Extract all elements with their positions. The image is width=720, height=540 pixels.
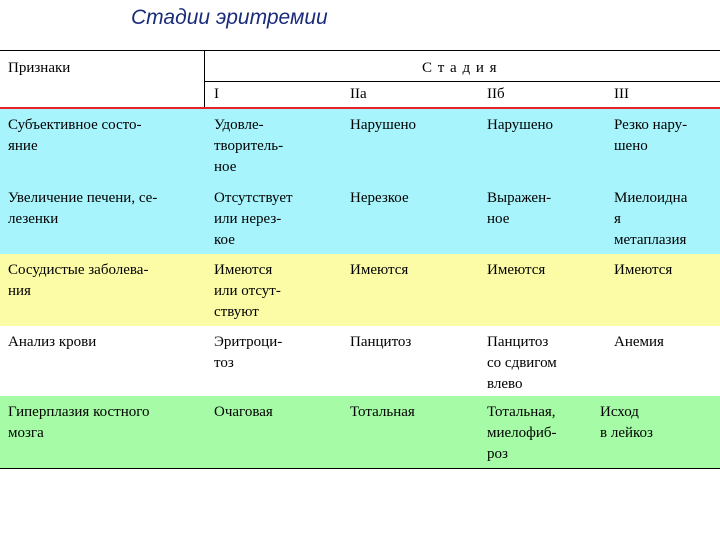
cell-line: Имеются [487, 262, 546, 278]
header-stage: С т а д и я [422, 60, 498, 76]
cell-stage3 [600, 402, 653, 444]
cell-line: Панцитоз [350, 334, 412, 350]
cell-line: Выражен- [487, 190, 552, 206]
cell-stage2b [487, 188, 551, 230]
cell-line: ное [487, 211, 510, 227]
stage-label-1: I [214, 86, 219, 102]
cell-stage1 [214, 402, 273, 423]
cell-stage2a [350, 332, 411, 353]
cell-line: Миелоидна [614, 190, 688, 206]
cell-stage2a [350, 260, 408, 281]
cell-line: метаплазия [614, 232, 687, 248]
cell-line: ния [8, 283, 31, 299]
stages-table [0, 50, 720, 470]
cell-line: Исход [600, 404, 639, 420]
cell-sign [8, 402, 150, 444]
cell-line: Субъективное состо- [8, 117, 142, 133]
stage-label-3: III [614, 86, 629, 102]
cell-sign [8, 188, 157, 230]
cell-stage2b [487, 260, 545, 281]
cell-line: я [614, 211, 621, 227]
cell-line: Имеются [350, 262, 409, 278]
cell-line: ствуют [214, 304, 259, 320]
cell-line: Анемия [614, 334, 664, 350]
table-row [0, 182, 720, 254]
cell-line: Удовле- [214, 117, 264, 133]
table-top-border [0, 50, 720, 51]
cell-line: роз [487, 446, 508, 462]
cell-stage2a [350, 115, 416, 136]
cell-stage1 [214, 188, 293, 251]
header-divider [204, 50, 205, 108]
cell-stage1 [214, 260, 281, 323]
cell-line: Имеются [614, 262, 673, 278]
table-row [0, 109, 720, 182]
cell-stage3 [614, 115, 687, 157]
stage-label-2a: IIа [350, 86, 367, 102]
cell-stage2b [487, 332, 557, 395]
cell-line: лезенки [8, 211, 59, 227]
header-signs: Признаки [8, 60, 71, 76]
cell-line: Анализ крови [8, 334, 97, 350]
page-title: Стадии эритремии [131, 6, 328, 29]
cell-line: Тотальная [350, 404, 415, 420]
cell-stage3 [614, 188, 687, 251]
cell-stage1 [214, 332, 282, 374]
table-bottom-border [0, 468, 720, 469]
cell-line: Нерезкое [350, 190, 409, 206]
cell-line: шено [614, 138, 648, 154]
cell-line: или нерез- [214, 211, 282, 227]
cell-stage3 [614, 332, 664, 353]
cell-sign [8, 260, 148, 302]
cell-line: Тотальная, [487, 404, 556, 420]
header-subline [204, 81, 720, 82]
cell-line: Гиперплазия костного [8, 404, 150, 420]
cell-line: Нарушено [487, 117, 554, 133]
cell-line: Отсутствует [214, 190, 293, 206]
cell-line: тоз [214, 355, 234, 371]
cell-line: Имеются [214, 262, 273, 278]
cell-stage2a [350, 402, 415, 423]
table-row [0, 396, 720, 468]
cell-line: Резко нару- [614, 117, 688, 133]
cell-line: или отсут- [214, 283, 281, 299]
table-row [0, 326, 720, 396]
cell-stage2b [487, 402, 557, 465]
cell-sign [8, 332, 96, 353]
cell-line: со сдвигом [487, 355, 557, 371]
cell-line: в лейкоз [600, 425, 653, 441]
cell-line: миелофиб- [487, 425, 557, 441]
cell-line: Очаговая [214, 404, 273, 420]
cell-line: яние [8, 138, 38, 154]
cell-line: кое [214, 232, 235, 248]
table-row [0, 254, 720, 326]
cell-line: Сосудистые заболева- [8, 262, 149, 278]
stage-label-2b: IIб [487, 86, 505, 102]
cell-line: Увеличение печени, се- [8, 190, 158, 206]
cell-line: Нарушено [350, 117, 417, 133]
cell-line: мозга [8, 425, 44, 441]
cell-line: ное [214, 159, 237, 175]
cell-stage1 [214, 115, 283, 178]
cell-stage2b [487, 115, 553, 136]
cell-line: влево [487, 376, 523, 392]
cell-line: Панцитоз [487, 334, 549, 350]
cell-stage2a [350, 188, 409, 209]
cell-line: творитель- [214, 138, 284, 154]
cell-sign [8, 115, 142, 157]
cell-stage3 [614, 260, 672, 281]
cell-line: Эритроци- [214, 334, 283, 350]
